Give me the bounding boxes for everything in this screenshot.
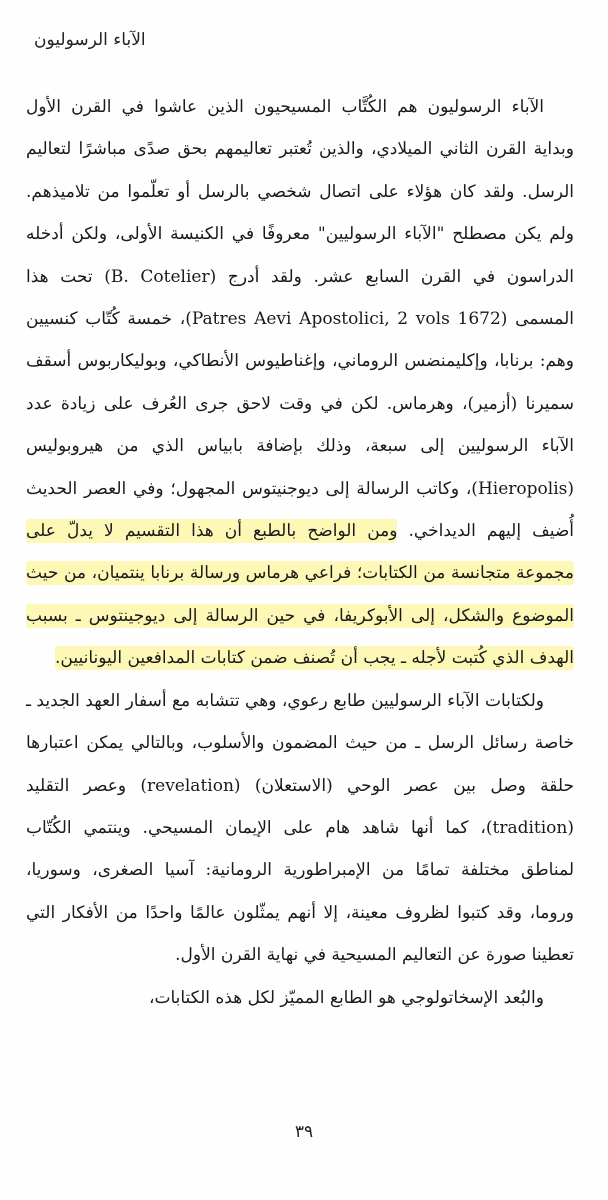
p1-middle: )، خمسة كُتّاب كنسيين وهم: برنابا، وإكليمنضس الروماني، وإغناطيوس الأنطاكي، وبوليكاربوس أسقف سميرنا (أزمير)، وهرماس. لكن في وقت لاحق جرى العُرف على زيادة عدد الآباء الرسوليين إلى سبعة، وذلك بإضافة بابياس الذي من هيروبوليس ( <box>26 309 574 499</box>
paragraph-3: والبُعد الإسخاتولوجي هو الطابع المميّز لكل هذه الكتابات، <box>148 987 544 1008</box>
p2-mid: ) وعصر التقليد ( <box>26 775 574 838</box>
latin-revelation: revelation <box>147 775 234 796</box>
p1-intro: الآباء الرسوليون هم الكُتَّاب المسيحيون الذين عاشوا في القرن الأول وبداية القرن الثاني الميلادي، والذين تُعتبر تعاليمهم بحق صدًى مباشرًا لتعاليم الرسل. ولقد كان هؤلاء على اتصال شخصي بالرسل أو تعلّموا من تلاميذهم. ولم يكن مصطلح "الآباء الرسوليين" معروفًا في الكنيسة الأولى، ولكن أدخله الدراسون في القرن السابع عشر. ولقد أدرج ( <box>26 97 575 287</box>
latin-title-patres: Patres Aevi Apostolici, 2 vols 1672 <box>191 309 501 330</box>
p1-after-name: ) تحت هذا المسمى ( <box>26 266 575 330</box>
p2-end: )، كما أنها شاهد هام على الإيمان المسيحي. وينتمي الكُتّاب لمناطق مختلفة تمامًا من الإمبراطورية الرومانية: آسيا الصغرى، وسوريا، وروما، وقد كتبوا لظروف معينة، إلا أنهم يمثّلون عالمًا واحدًا من الأفكار التي تعطينا صورة عن التعاليم المسيحية في نهاية القرن الأول. <box>26 817 574 966</box>
p2-start: ولكتابات الآباء الرسوليين طابع رعوي، وهي تتشابه مع أسفار العهد الجديد ـ خاصة رسائل الرسل ـ من حيث المضمون والأسلوب، وبالتالي يمكن اعتبارها حلقة وصل بين عصر الوحي (الاستعلان) ( <box>26 690 574 796</box>
highlighted-passage: ومن الواضح بالطبع أن هذا التقسيم لا يدلّ على مجموعة متجانسة من الكتابات؛ فراعي هرماس ورسالة برنابا ينتميان، من حيث الموضوع والشكل، إلى الأبوكريفا، في حين الرسالة إلى ديوجينتوس ـ بسبب الهدف الذي كُتبت لأجله ـ يجب أن تُصنف ضمن كتابات المدافعين اليونانيين. <box>26 521 574 669</box>
latin-city-hieropolis: Hieropolis <box>477 478 568 499</box>
page-number: ٣٩ <box>294 1122 314 1142</box>
running-head: الآباء الرسوليون <box>34 30 146 50</box>
latin-name-cotelier: B. Cotelier <box>110 266 210 287</box>
paragraph-2 <box>26 680 574 977</box>
latin-tradition: tradition <box>492 817 568 838</box>
paragraph-1 <box>26 86 574 680</box>
p1-end: )، وكاتب الرسالة إلى ديوجنيتوس المجهول؛ وفي العصر الحديث أُضيف إليهم الديداخي. <box>26 478 574 542</box>
body-text <box>26 86 574 1019</box>
